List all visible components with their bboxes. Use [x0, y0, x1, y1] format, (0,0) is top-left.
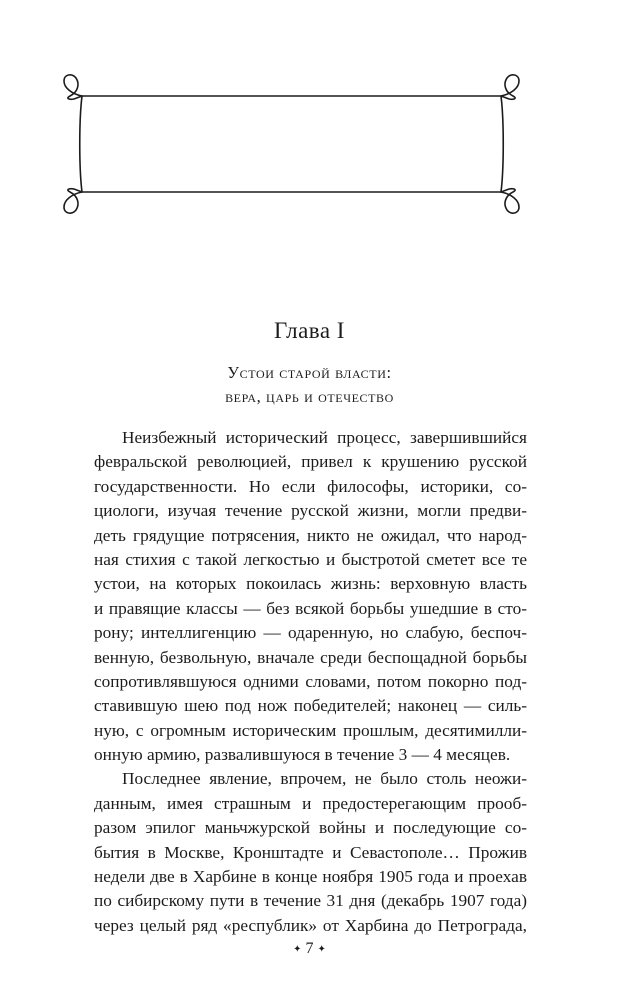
- diamond-ornament-icon: ✦: [293, 943, 302, 955]
- text-line: ную, с огромным историческим прошлым, десятимилли-: [94, 720, 527, 740]
- page-number: [0, 940, 619, 958]
- text-line: деть грядущие потрясения, никто не ожидал, что народ-: [94, 525, 527, 545]
- text-line: бытия в Москве, Кронштадте и Севастополе… Прожив: [94, 842, 527, 862]
- text-line: недели две в Харбине в конце ноября 1905 года и проехав: [94, 867, 527, 887]
- paragraph: [94, 426, 527, 767]
- text-line: устои, на которых покоилась жизнь: верховную власть: [94, 574, 527, 594]
- text-line: через целый ряд «республик» от Харбина до Петрограда,: [94, 915, 527, 935]
- diamond-ornament-icon: ✦: [317, 943, 326, 955]
- text-line: ставившую шею под нож победителей; наконец — силь-: [94, 696, 527, 716]
- chapter-subtitle: [0, 361, 619, 409]
- text-line: сопротивлявшуюся одними словами, потом покорно под-: [94, 671, 527, 691]
- text-line: венную, безвольную, вначале среди беспощадной борьбы: [94, 647, 527, 667]
- text-line: циологи, изучая течение русской жизни, могли предви-: [94, 501, 527, 521]
- text-line: Неизбежный исторический процесс, завершившийся: [122, 428, 527, 447]
- body-text: [94, 426, 527, 938]
- text-line: рону; интеллигенцию — одаренную, но слабую, беспоч-: [94, 623, 527, 643]
- text-line: государственности. Но если философы, историки, со-: [94, 476, 527, 496]
- chapter-title: Глава I: [274, 318, 345, 343]
- text-line: ная стихия с такой легкостью и быстротой сметет все те: [94, 549, 527, 569]
- text-line: онную армию, развалившуюся в течение 3 — 4 месяцев.: [94, 745, 511, 765]
- chapter-subtitle-line: Устои старой власти:: [227, 363, 392, 382]
- page-number-value: 7: [305, 940, 314, 958]
- paragraph: [94, 767, 527, 938]
- text-line: разом эпилог маньчжурской войны и последующие со-: [94, 818, 527, 838]
- decorative-frame-ornament: [0, 0, 619, 260]
- text-line: и правящие классы — без всякой борьбы ушедшие в сто-: [94, 598, 527, 618]
- text-line: февральской революцией, привел к крушению русской: [94, 452, 527, 472]
- chapter-subtitle-line: вера, царь и отечество: [225, 387, 394, 406]
- text-line: данным, имея страшным и предостерегающим прооб-: [94, 793, 527, 813]
- text-line: по сибирскому пути в течение 31 дня (декабрь 1907 года): [94, 891, 527, 911]
- text-line: Последнее явление, впрочем, не было столь неожи-: [122, 769, 527, 789]
